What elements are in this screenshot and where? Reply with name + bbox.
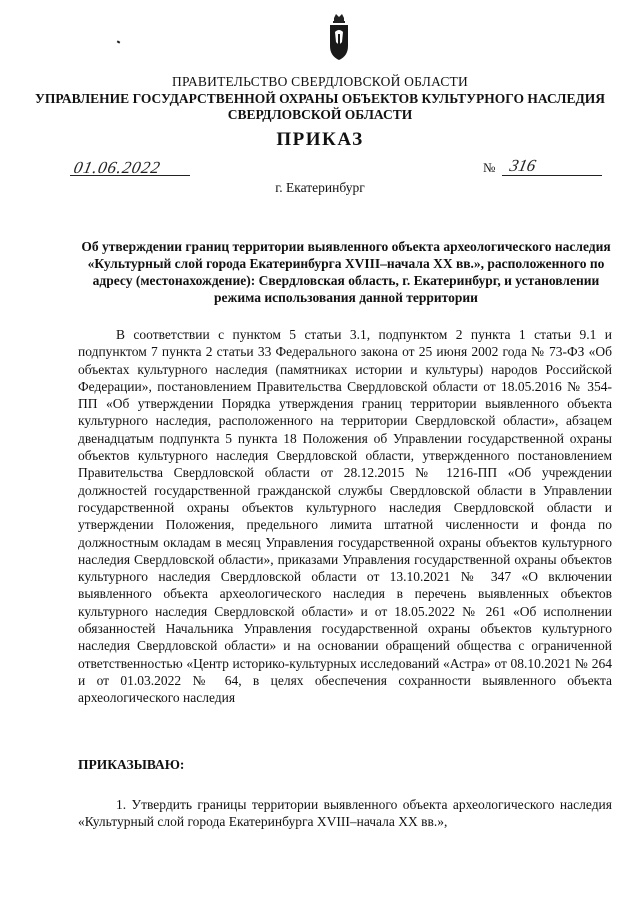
scan-speck [117,40,121,43]
document-title: Об утверждении границ территории выявленного объекта археологического наследия «Культурный слой города Екатеринбурга XVIII–начала XX вв.», расположенного по адресу (местонахождение): Свердловская область, г. Екатеринбург, и установлении режима использования данной территории [81,239,611,305]
government-name: ПРАВИТЕЛЬСТВО СВЕРДЛОВСКОЙ ОБЛАСТИ [172,74,468,89]
order-item-1: 1. Утвердить границы территории выявленного объекта археологического наследия «Культурный слой города Екатеринбурга XVIII–начала XX вв.», [78,797,612,830]
coat-of-arms-icon [328,12,350,62]
preamble-paragraph: В соответствии с пунктом 5 статьи 3.1, подпунктом 2 пункта 1 статьи 9.1 и подпунктом 7 пункта 2 статьи 33 Федерального закона от 25 июня 2002 года № 73-ФЗ «Об объектах культурного наследия (памятниках истории и культуры) народов Российской Федерации», постановлением Правительства Свердловской области от 18.05.2016 № 354-ПП «Об утверждении Порядка утверждения границ территории выявленного объекта культурного наследия, расположенного на территории Свердловской области», абзацем двенадцатым подпункта 5 пункта 18 Положения об Управлении государственной охраны объектов культурного наследия Свердловской области, утвержденного постановлением Правительства Свердловской области от 28.12.2015 № 1216-ПП «Об учреждении должностей государственной гражданской службы Свердловской области в Управлении государственной охраны объектов культурного наследия Свердловской области и утверждении Положения, предельного лимита штатной численности и фонда по должностным окладам в месяц Управления государственной охраны объектов культурного наследия Свердловской области», приказами Управления государственной охраны объектов культурного наследия Свердловской области от 13.10.2021 № 347 «О включении выявленного объекта археологического наследия в перечень выявленных объектов культурного наследия Свердловской области» и от 18.05.2022 № 261 «Об исполнении обязанностей Начальника Управления государственной охраны объектов культурного наследия Свердловской области» и на основании обращений общества с ограниченной ответственностью «Центр историко-культурных исследований «Астра» от 08.10.2021 № 264 и от 01.03.2022 № 64, в целях обеспечения сохранности выявленного объекта археологического наследия [78,327,612,706]
city: г. Екатеринбург [275,180,365,195]
document-date: 01.06.2022 [72,158,163,177]
number-sign: № [483,160,496,175]
order-heading: ПРИКАЗЫВАЮ: [78,757,185,772]
department-name: УПРАВЛЕНИЕ ГОСУДАРСТВЕННОЙ ОХРАНЫ ОБЪЕКТОВ КУЛЬТУРНОГО НАСЛЕДИЯ СВЕРДЛОВСКОЙ ОБЛАСТИ [34,91,606,122]
document-type: ПРИКАЗ [276,129,364,150]
document-number: 316 [508,156,538,175]
